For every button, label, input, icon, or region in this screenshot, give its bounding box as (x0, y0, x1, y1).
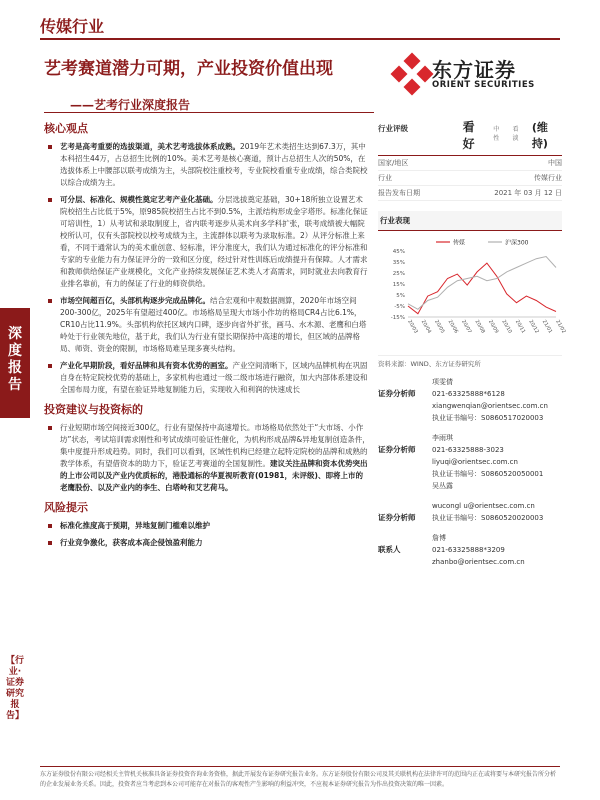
analyst-email[interactable]: zhanbo@orientsec.com.cn (432, 558, 525, 566)
header-rule (40, 38, 560, 40)
bullet-lead: 产业化早期阶段，看好品牌和具有资本优势的画室。 (60, 361, 233, 370)
core-bullet (44, 295, 370, 355)
y-tick-label: 15% (392, 282, 405, 288)
logo-name-cn: 东方证券 (432, 58, 516, 82)
analyst-role: 证券分析师 (378, 445, 416, 454)
analyst-cert: 执业证书编号：S0860520050001 (432, 470, 544, 478)
risk-text: 行业竞争激化，获客成本高企侵蚀盈利能力 (60, 538, 203, 547)
y-tick-label: -15% (390, 315, 405, 321)
side-tab-char: 报 (8, 360, 22, 376)
analyst-block (378, 500, 562, 524)
analyst-name: 李雨琪 (432, 434, 453, 442)
info-key: 报告发布日期 (378, 189, 420, 197)
info-key: 国家/地区 (378, 159, 409, 167)
analyst-role: 证券分析师 (378, 513, 416, 522)
rating-row (378, 118, 562, 156)
rating-maintain: (维持) (531, 121, 548, 150)
x-tick-label: 20/05 (433, 319, 446, 335)
risk-bullet (44, 537, 370, 549)
rating-bearish: 看淡 (512, 126, 519, 142)
series-line-1 (408, 257, 556, 310)
analyst-list (378, 376, 562, 568)
info-value: 传媒行业 (534, 174, 562, 182)
y-tick-label: 45% (392, 249, 405, 255)
x-tick-label: 20/11 (513, 319, 527, 335)
analyst-name: 吴丛露 (432, 482, 453, 490)
perf-heading: 行业表现 (378, 211, 562, 231)
rating-neutral: 中性 (493, 126, 500, 142)
analyst-phone: 021-63325888-3023 (432, 446, 504, 454)
info-value: 2021 年 03 月 12 日 (494, 189, 562, 197)
analyst-cert: 执业证书编号：S0860517020003 (432, 414, 544, 422)
analyst-name: 詹博 (432, 534, 446, 542)
x-tick-label: 20/06 (446, 319, 460, 335)
analyst-block (378, 532, 562, 568)
rating-value: 看好 (462, 120, 475, 151)
risk-text: 标准化推度高于预期，异地复制门槛难以维护 (60, 521, 210, 530)
info-row (378, 186, 562, 201)
analyst-email[interactable]: wucongl u@orientsec.com.cn (432, 502, 535, 510)
side-column (378, 118, 567, 576)
analyst-block (378, 376, 562, 424)
legend-label: 沪深300 (505, 239, 529, 247)
industry-perf-chart (378, 235, 567, 345)
bullet-text: 行业短期市场空间接近300亿，行业有望保持中高速增长。市场格局依然处于“大市场、小作坊”状态，考试培训需求刚性和考试成绩可验证性催化，为机构形成品牌&异地复制创造条件，集中度提升形成趋势。同时，我们可以看到，区域性机构已经建立起特定院校的品牌和成熟的教学体系，有望借资本的助力下，验证艺考赛道的全国复制性。 (60, 423, 370, 468)
invest-heading: 投资建议与投资标的 (44, 403, 143, 416)
invest-bullet (44, 422, 370, 494)
info-row (378, 156, 562, 171)
disclaimer-footer: 东方证券股份有限公司经相关主管机关核准具备证券投资咨询业务资格，据此开展发布证券研究报告业务。东方证券股份有限公司及其关联机构在法律许可的范围内正在或将要与本研究报告所分析的企业发展业务关系。因此，投资者应当考虑到本公司可能存在对报告的客观性产生影响的利益冲突，不应视本证券研究报告为作出投资决策的唯一因素。 (40, 766, 560, 790)
report-category: 传媒行业 (40, 17, 105, 36)
x-tick-label: 20/07 (460, 319, 473, 335)
bullet-lead: 可分层、标准化、规模性奠定艺考产业化基础。 (60, 195, 218, 204)
analyst-name: 项雯倩 (432, 378, 453, 386)
analyst-block (378, 432, 562, 492)
x-tick-label: 20/04 (419, 319, 433, 335)
info-value: 中国 (548, 159, 562, 167)
subtitle-rule (44, 112, 374, 113)
core-bullet (44, 141, 370, 189)
bullet-text: 2019年艺术类招生达到67.3万，其中本科招生44万，占总招生比例的10%。美术艺考是核心赛道，预计占总招生人次的50%，在选拔体系上中腰部以联考成绩为主，头部院校注重校考，专业院校看重专业成绩，综合类院校以综合成绩为主。 (60, 142, 368, 187)
side-vertical-label: 【行业·证券研究报告】 (6, 656, 25, 721)
risk-bullet (44, 520, 370, 532)
risk-heading: 风险提示 (44, 501, 88, 514)
report-title: 艺考赛道潜力可期，产业投资价值出现 (44, 59, 333, 79)
bullet-text: 产业空间清晰下，区域内品牌机构在巩固自身在特定院校优势的基础上，多家机构也通过一级二级市场进行融资，加大内部体系建设和全国布局力度，有望在验证异地复制能力后，实现收入和利润的快速成长 (60, 361, 368, 394)
side-tab-deep-report (0, 308, 30, 418)
x-tick-label: 20/12 (527, 319, 540, 335)
core-bullet (44, 194, 370, 290)
bullet-lead: 建议关注品牌和资本优势突出的上市公司以及产业内优质标的，港股通标的华夏视听教育(01981，未评级)、即将上市的老鹰股份、以及产业内的李生、白塔岭和艾艺荷马。 (60, 459, 368, 492)
bullet-lead: 市场空间超百亿，头部机构逐步完成品牌化。 (60, 296, 210, 305)
side-tab-char: 告 (8, 377, 22, 393)
legend-label: 传媒 (453, 239, 466, 247)
analyst-cert: 执业证书编号：S0860520020003 (432, 514, 544, 522)
rating-label: 行业评级 (378, 124, 408, 133)
core-bullet (44, 360, 370, 396)
bullet-text: 结合宏观和中观数据测算，2020年市场空间200-300亿，2025年有望超过400亿。市场格局呈现大市场小作坊的格局CR4占比6.1%，CR10占比11.9%。头部机构依托区域内口碑，逐步向省外扩张，画马、水木源、老鹰和白塔岭处于行业领先地位，基于此，我们认为行业有望长期保持中高速的增长，但区域的品牌格局、师资、资金的限制，市场格局难呈现多赛头结构。 (60, 296, 367, 353)
y-tick-label: 25% (392, 271, 405, 277)
series-line-0 (408, 263, 556, 314)
analyst-email[interactable]: xiangwenqian@orientsec.com.cn (432, 402, 548, 410)
info-key: 行业 (378, 174, 392, 182)
main-column (44, 120, 370, 554)
x-tick-label: 21/02 (554, 319, 567, 335)
x-tick-label: 20/09 (486, 319, 500, 335)
x-tick-label: 20/03 (406, 319, 419, 335)
analyst-phone: 021-63325888*6128 (432, 390, 505, 398)
report-subtitle: ——艺考行业深度报告 (70, 98, 191, 112)
analyst-phone: 021-63325888*3209 (432, 546, 505, 554)
analyst-role: 联系人 (378, 545, 401, 554)
x-tick-label: 20/10 (500, 319, 513, 335)
core-heading: 核心观点 (44, 122, 88, 135)
analyst-email[interactable]: liyuqi@orientsec.com.cn (432, 458, 518, 466)
x-tick-label: 21/01 (540, 319, 554, 335)
analyst-role: 证券分析师 (378, 389, 416, 398)
y-tick-label: -5% (394, 304, 405, 310)
perf-chart-svg (378, 235, 567, 345)
bullet-text: 分层选拔奠定基础，30+18所独立设置艺术院校招生占比低于5%，原985院校招生占比不到0.5%，主派结构形成金字塔形。标准化保证可培训性，1）从考试和录取制度上，省内联考逐步从美术向多学科扩张，联考成绩被大幅院校所认可，仅有头部院校以校考成绩为主，主流群体以联考为录取标准。2）从评分标准上来看，不同于通常认为的美术重创意、轻标准，评分准度大，我们认为通过标准化的评分标准和专家的专业能力有力保证评分的一致和区分度，经过针对性训练后成绩提升有保障。人才需求和教师供给保证产业规模化，文化产业持续发展保证艺术类人才高需求，同时就业去向教育行业排名靠前，有力的保证了行业的师资供给。 (60, 195, 368, 288)
bullet-lead: 艺考是高考重要的选拔渠道，美术艺考选拔体系成熟。 (60, 142, 240, 151)
y-tick-label: 5% (396, 293, 405, 299)
y-tick-label: 35% (392, 260, 405, 266)
side-tab-char: 度 (8, 343, 22, 359)
side-tab-char: 深 (8, 326, 22, 342)
logo-name-en: ORIENT SECURITIES (432, 80, 535, 90)
x-tick-label: 20/08 (473, 319, 486, 335)
chart-source: 资料来源：WIND、东方证券研究所 (378, 355, 562, 368)
info-row (378, 171, 562, 186)
